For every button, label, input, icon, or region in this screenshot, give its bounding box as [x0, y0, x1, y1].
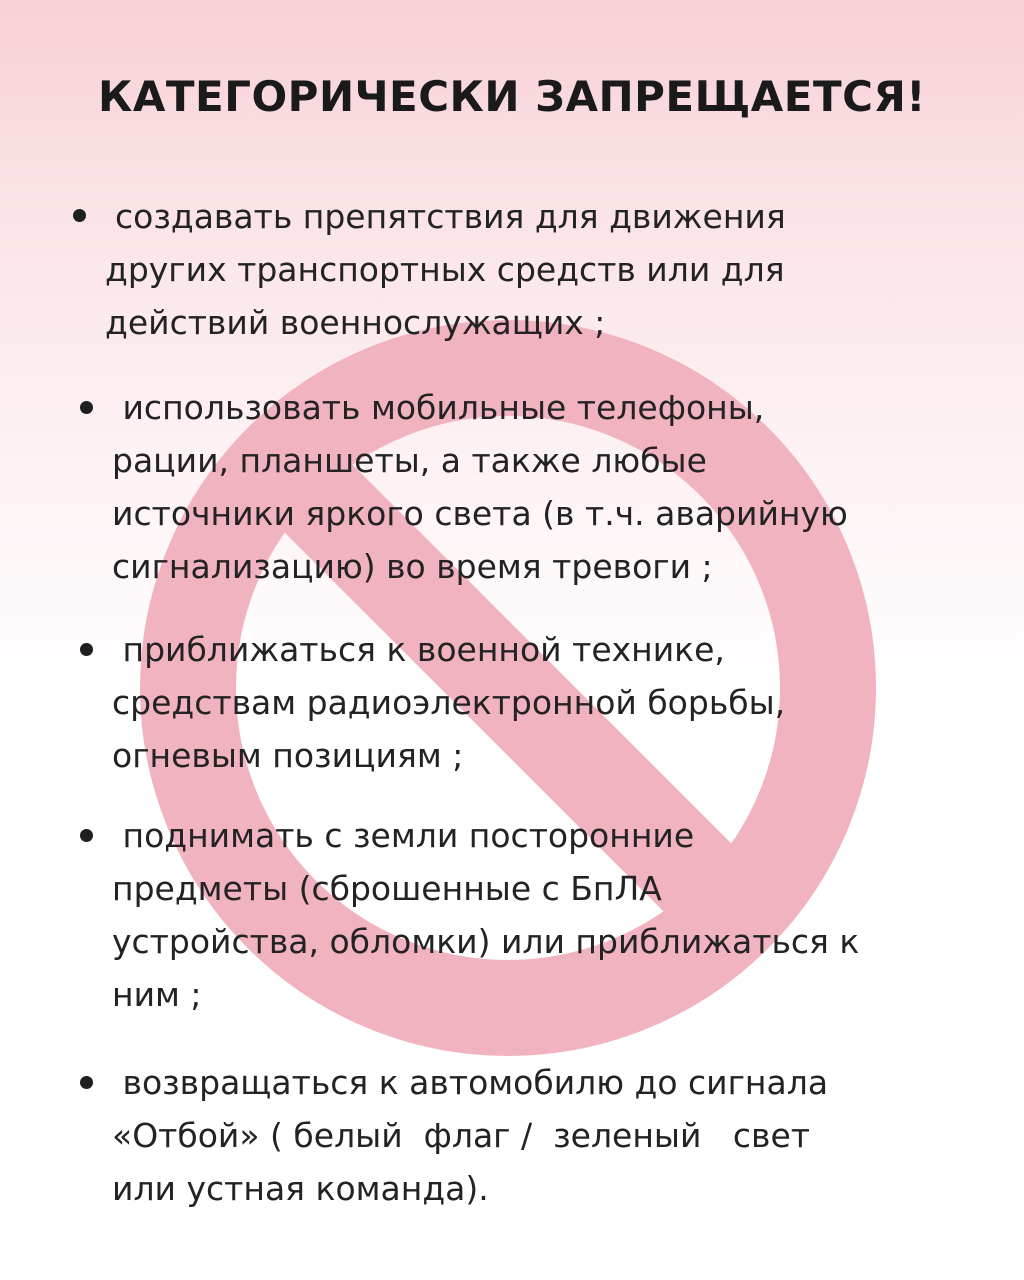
- list-item-line: источники яркого света (в т.ч. аварийную: [112, 494, 848, 533]
- list-item-line: приближаться к военной технике,: [112, 630, 725, 669]
- list-item-line: предметы (сброшенные с БпЛА: [112, 869, 662, 908]
- list-item-line: возвращаться к автомобилю до сигнала: [112, 1063, 829, 1102]
- page-title: КАТЕГОРИЧЕСКИ ЗАПРЕЩАЕТСЯ!: [98, 72, 926, 121]
- list-item-line: ним ;: [112, 975, 202, 1014]
- list-item-line: рации, планшеты, а также любые: [112, 441, 707, 480]
- list-item: [112, 809, 992, 1021]
- list-item: [112, 381, 992, 593]
- list-item-line: огневым позициям ;: [112, 736, 464, 775]
- bullet-icon: [80, 401, 93, 414]
- bullet-icon: [80, 1076, 93, 1089]
- list-item: [112, 1056, 992, 1215]
- bullet-icon: [80, 643, 93, 656]
- list-item-line: средствам радиоэлектронной борьбы,: [112, 683, 786, 722]
- list-item-line: поднимать с земли посторонние: [112, 816, 695, 855]
- bullet-icon: [80, 829, 93, 842]
- bullet-icon: [73, 209, 86, 222]
- list-item: [112, 623, 992, 782]
- list-item: [105, 190, 985, 349]
- list-item-line: действий военнослужащих ;: [105, 303, 606, 342]
- list-item-line: «Отбой» ( белый флаг / зеленый свет: [112, 1116, 811, 1155]
- list-item-line: устройства, обломки) или приближаться к: [112, 922, 860, 961]
- list-item-line: или устная команда).: [112, 1169, 489, 1208]
- list-item-line: сигнализацию) во время тревоги ;: [112, 547, 713, 586]
- list-item-line: создавать препятствия для движения: [115, 197, 786, 236]
- list-item-line: других транспортных средств или для: [105, 250, 785, 289]
- list-item-line: использовать мобильные телефоны,: [112, 388, 765, 427]
